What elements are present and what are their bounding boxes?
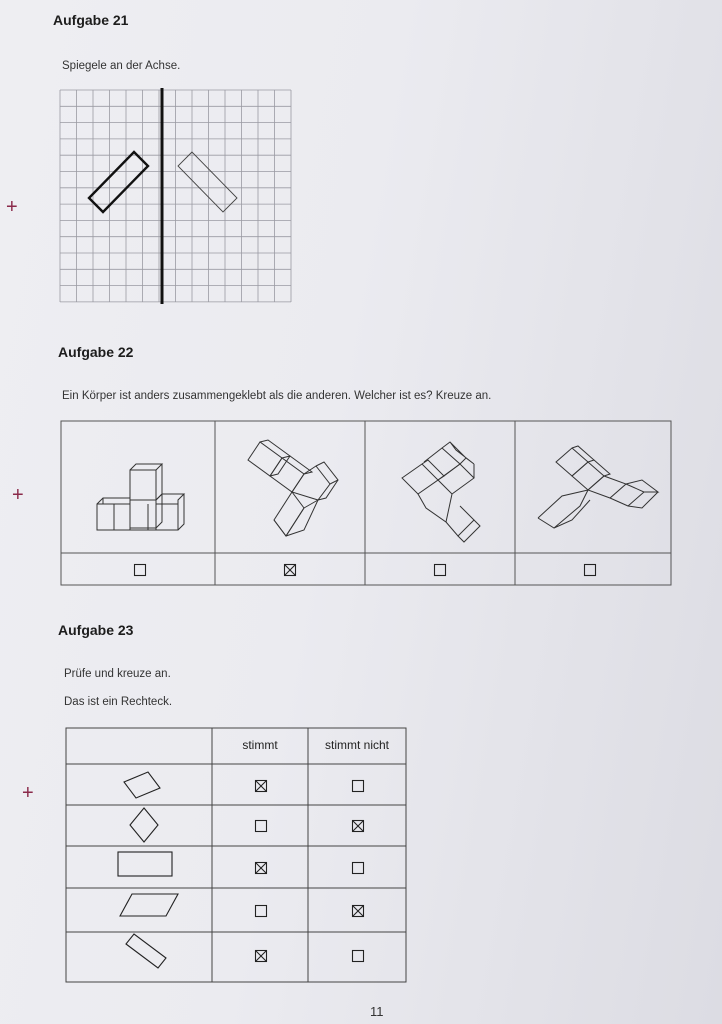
column-header-stimmt: stimmt <box>242 738 278 752</box>
rectangle-check-table <box>64 726 410 986</box>
mirrored-shape <box>178 152 237 212</box>
shape-rectangle <box>118 852 172 876</box>
mirror-grid <box>58 88 298 306</box>
solid-4 <box>538 446 658 528</box>
row-5-stimmt-checkbox[interactable] <box>256 951 267 962</box>
task23-title: Aufgabe 23 <box>58 622 134 638</box>
row-2-stimmt-checkbox[interactable] <box>256 821 267 832</box>
solid-1 <box>97 464 184 530</box>
solid-3-checkbox[interactable] <box>435 565 446 576</box>
task23-instruction-2: Das ist ein Rechteck. <box>64 696 173 708</box>
row-1-stimmt-nicht-checkbox[interactable] <box>353 781 364 792</box>
task22-instruction: Ein Körper ist anders zusammengeklebt als die anderen. Welcher ist es? Kreuze an. <box>62 390 492 402</box>
shape-tilted-rectangle-2 <box>126 934 166 968</box>
row-4-stimmt-checkbox[interactable] <box>256 906 267 917</box>
margin-mark-1: + <box>6 196 18 218</box>
shape-tilted-rectangle-1 <box>124 772 160 798</box>
column-header-stimmt-nicht: stimmt nicht <box>324 738 389 752</box>
solid-4-checkbox[interactable] <box>585 565 596 576</box>
solids-table <box>60 420 674 588</box>
row-1-stimmt-checkbox[interactable] <box>256 781 267 792</box>
solid-1-checkbox[interactable] <box>135 565 146 576</box>
row-3-stimmt-nicht-checkbox[interactable] <box>353 863 364 874</box>
row-5-stimmt-nicht-checkbox[interactable] <box>353 951 364 962</box>
row-2-stimmt-nicht-checkbox[interactable] <box>353 821 364 832</box>
original-shape <box>89 152 148 212</box>
row-4-stimmt-nicht-checkbox[interactable] <box>353 906 364 917</box>
margin-mark-3: + <box>22 782 34 804</box>
page-number: 11 <box>370 1004 384 1019</box>
solid-2 <box>248 440 338 536</box>
task22-title: Aufgabe 22 <box>58 344 134 360</box>
row-3-stimmt-checkbox[interactable] <box>256 863 267 874</box>
shape-parallelogram <box>120 894 178 916</box>
margin-mark-2: + <box>12 484 24 506</box>
task23-instruction-1: Prüfe und kreuze an. <box>64 668 171 680</box>
task21-title: Aufgabe 21 <box>53 12 129 28</box>
shape-rhombus <box>130 808 158 842</box>
task21-instruction: Spiegele an der Achse. <box>62 60 181 72</box>
solid-3 <box>402 442 480 542</box>
solid-2-checkbox[interactable] <box>285 565 296 576</box>
